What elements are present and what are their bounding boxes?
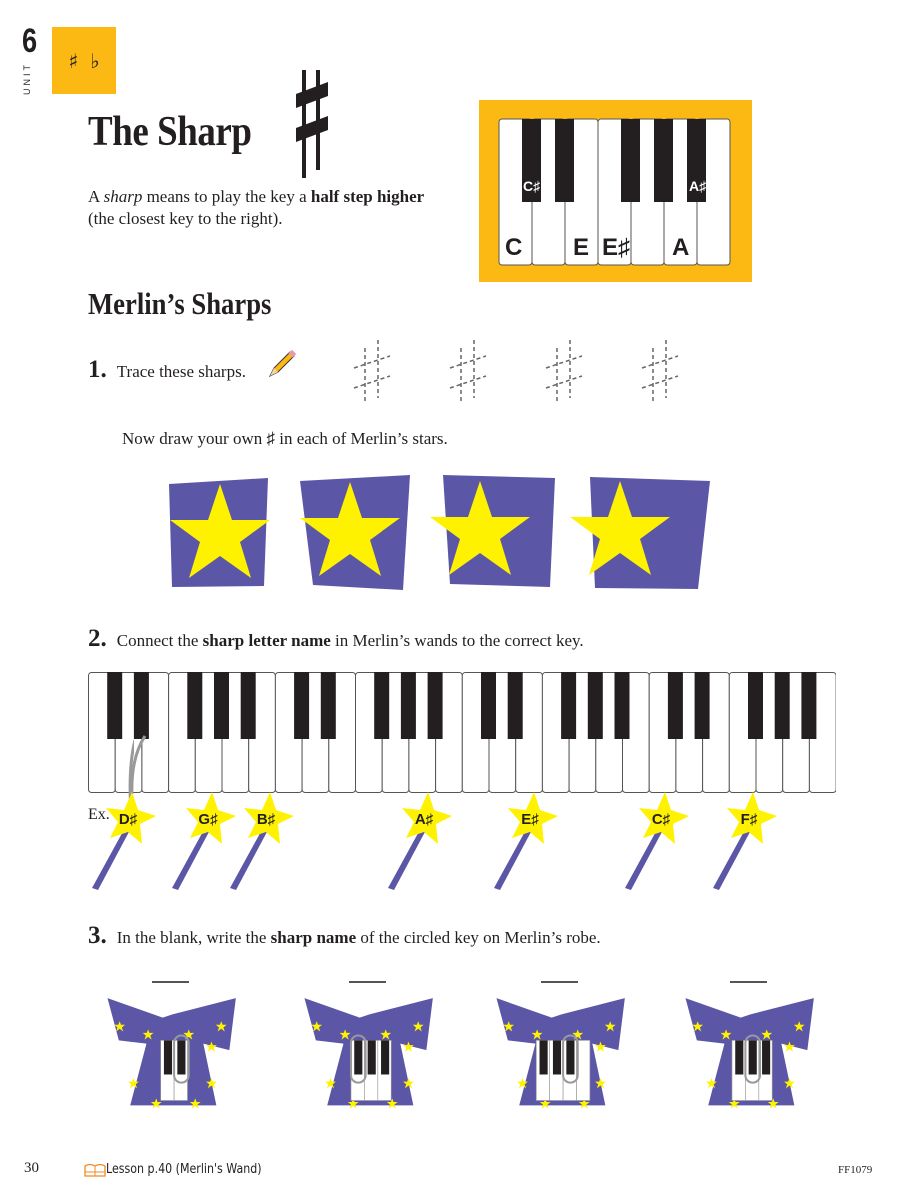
step-2 (88, 625, 584, 653)
key-label: A♯ (689, 178, 707, 194)
svg-text:D♯: D♯ (118, 811, 138, 828)
step-number: 1. (88, 356, 107, 383)
key-label: E♯ (602, 234, 631, 261)
robe-keyboard-icon (289, 990, 454, 1120)
unit-label: UNIT (22, 62, 32, 95)
step-3 (88, 922, 601, 950)
magic-wand-icon (623, 792, 699, 892)
example-label: Ex. (88, 806, 110, 823)
merlin-robe (670, 990, 835, 1125)
dashed-sharp-icon (354, 340, 390, 404)
unit-number: 6 (22, 22, 38, 60)
step-1 (88, 356, 246, 384)
key-label: C♯ (523, 178, 541, 194)
answer-blank[interactable] (730, 981, 767, 983)
svg-text:B♯: B♯ (256, 811, 276, 828)
lesson-reference[interactable]: Lesson p.40 (Merlin's Wand) (106, 1162, 262, 1177)
answer-blank[interactable] (541, 981, 578, 983)
svg-text:E♯: E♯ (521, 811, 539, 828)
key-label: E (573, 234, 590, 261)
step-text: Trace these sharps. (116, 362, 246, 381)
dashed-sharp-icon (642, 340, 678, 404)
merlin-robe (289, 990, 454, 1125)
sharp-icon (294, 70, 330, 178)
sharp-icon: ♯ (266, 429, 275, 448)
section-title: Merlin’s Sharps (88, 286, 272, 321)
key-label: C (505, 234, 523, 261)
dashed-sharp-icon (450, 340, 486, 404)
step-text: In the blank, write the sharp name of the circled key on Merlin’s robe. (116, 928, 601, 947)
unit-badge (52, 27, 116, 94)
merlin-robe (92, 990, 257, 1125)
catalog-code: FF1079 (838, 1164, 873, 1176)
magic-wand-icon (228, 792, 304, 892)
magic-wand-icon (386, 792, 462, 892)
step-number: 2. (88, 625, 107, 652)
merlin-robe (481, 990, 646, 1125)
wand-b-sharp[interactable] (228, 792, 304, 897)
sharp-icon: ♯ (68, 48, 79, 73)
page-number: 30 (24, 1160, 39, 1176)
pencil-icon (266, 350, 296, 380)
robe-keyboard-icon (481, 990, 646, 1120)
example-keyboard (479, 100, 752, 282)
wand-d-sharp[interactable] (90, 792, 166, 897)
step-number: 3. (88, 922, 107, 949)
flat-icon: ♭ (90, 48, 100, 73)
magic-wand-icon (711, 792, 787, 892)
svg-text:A♯: A♯ (414, 811, 434, 828)
step-1-subtext: Now draw your own ♯ in each of Merlin’s stars. (122, 429, 448, 448)
large-keyboard[interactable] (88, 672, 836, 794)
wand-e-sharp[interactable] (492, 792, 568, 897)
answer-blank[interactable] (349, 981, 386, 983)
svg-text:G♯: G♯ (198, 811, 218, 828)
robe-keyboard-icon (670, 990, 835, 1120)
dashed-sharp-icon (546, 340, 582, 404)
intro-text: A sharp means to play the key a half step higher (the closest key to the right). (88, 187, 425, 228)
wand-c-sharp[interactable] (623, 792, 699, 897)
book-icon (84, 1163, 106, 1177)
wand-f-sharp[interactable] (711, 792, 787, 897)
robe-keyboard-icon (92, 990, 257, 1120)
magic-wand-icon (90, 792, 166, 892)
wand-a-sharp[interactable] (386, 792, 462, 897)
star-boxes[interactable] (160, 470, 720, 595)
magic-wand-icon (492, 792, 568, 892)
step-text: Connect the sharp letter name in Merlin’s wands to the correct key. (116, 631, 584, 650)
svg-text:F♯: F♯ (740, 811, 758, 828)
answer-blank[interactable] (152, 981, 189, 983)
trace-sharps (350, 338, 690, 413)
svg-text:C♯: C♯ (651, 811, 671, 828)
page-title: The Sharp (88, 109, 252, 155)
key-label: A (672, 234, 690, 261)
